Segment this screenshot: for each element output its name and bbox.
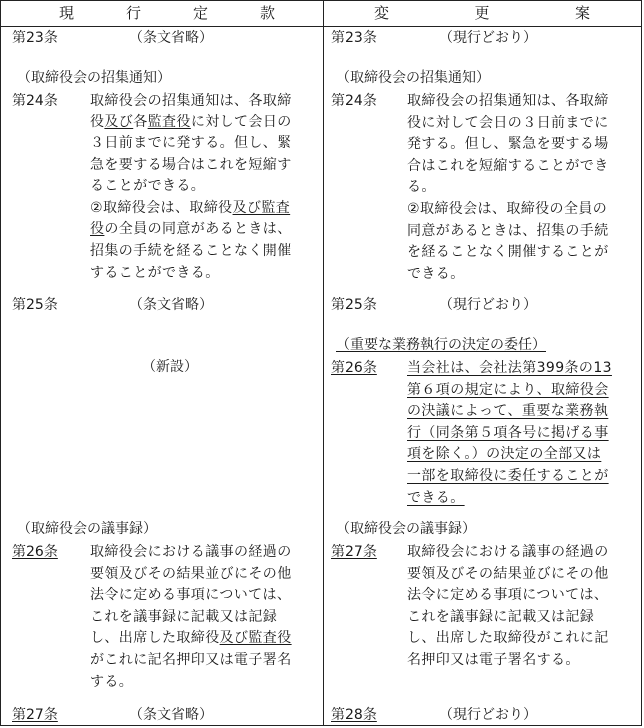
text-run: ３日前までに発する。但し、緊 急を要する場合はこれを短縮す ることができる。 ②取締役会は、取締役	[90, 135, 292, 216]
left-article-24-line-1: 取締役会の招集通知は、各取締	[90, 93, 292, 109]
right-article-24-caption: （取締役会の招集通知）	[336, 70, 490, 86]
left-article-26-body	[90, 542, 292, 693]
right-article-24-number: 第24条	[331, 93, 377, 109]
underlined-text: 監査役	[147, 114, 191, 130]
text-run: 取締役会における議事の経過の 要領及びその結果並びにその他 法令に定める事項については、 これを議事録に記載又は記録 し、出席した取締役	[90, 544, 292, 647]
left-new-provision-label: （新設）	[142, 359, 198, 375]
left-article-24-caption: （取締役会の招集通知）	[17, 70, 171, 86]
left-article-27-number: 第27条	[12, 707, 58, 723]
left-article-24-body	[90, 133, 292, 284]
left-article-23-text: （条文省略）	[129, 30, 213, 46]
left-minutes-caption: （取締役会の議事録）	[17, 521, 157, 537]
header-char: 更	[474, 4, 490, 22]
right-minutes-caption: （取締役会の議事録）	[336, 521, 476, 537]
right-article-26-number: 第26条	[331, 360, 377, 376]
right-article-28-number: 第28条	[331, 707, 377, 723]
right-article-23-number: 第23条	[331, 30, 377, 46]
left-article-24-number: 第24条	[12, 93, 58, 109]
header-char: 行	[125, 4, 141, 22]
column-divider	[323, 1, 324, 725]
right-article-25-number: 第25条	[331, 297, 377, 313]
right-article-26-body: 当会社は、会社法第399条の13 第６項の規定により、取締役会 の決議によって、重要な業務執 行（同条第５項各号に掲げる事 項を除く。）の決定の全部又は 一部を取締役に委任することが できる。	[407, 360, 612, 506]
header-proposed-changes	[374, 1, 590, 26]
left-article-23-number: 第23条	[12, 30, 58, 46]
underlined-text: 及び監査役	[219, 630, 292, 647]
underlined-text: 及び	[104, 114, 134, 130]
header-char: 定	[192, 4, 208, 22]
text-run: に対して会日の	[190, 114, 292, 130]
left-article-24-line-2	[90, 112, 292, 133]
right-article-25-text: （現行どおり）	[439, 297, 537, 313]
header-char: 款	[259, 4, 275, 22]
right-article-27-body: 取締役会における議事の経過の 要領及びその結果並びにその他 法令に定める事項については、 これを議事録に記載又は記録 し、出席した取締役がこれに記 名押印又は電子署名する。	[407, 544, 609, 668]
underlined-text: 及び監査	[232, 199, 291, 216]
right-new-article-caption: （重要な業務執行の決定の委任）	[336, 337, 546, 353]
header-char: 変	[374, 4, 390, 22]
left-article-26-number: 第26条	[12, 544, 58, 560]
right-article-23-text: （現行どおり）	[439, 30, 537, 46]
table-header	[1, 1, 641, 27]
left-article-25-number: 第25条	[12, 297, 58, 313]
left-article-27-text: （条文省略）	[129, 707, 213, 723]
underlined-text: 役	[90, 221, 105, 238]
text-run: がこれに記名押印又は電子署名 する。	[90, 651, 292, 690]
text-run: 各	[133, 114, 148, 130]
header-current-articles	[59, 1, 275, 26]
header-char: 案	[574, 4, 590, 22]
text-run: の全員の同意があるときは、 招集の手続を経ることなく開催 することができる。	[90, 221, 292, 281]
right-article-28-text: （現行どおり）	[439, 707, 537, 723]
left-article-25-text: （条文省略）	[129, 297, 213, 313]
right-article-27-number: 第27条	[331, 544, 377, 560]
right-article-24-body: 取締役会の招集通知は、各取締 役に対して会日の３日前までに 発する。但し、緊急を要する場 合はこれを短縮することができ る。 ②取締役会は、取締役の全員の 同意があるときは、招集の手続 を経ることなく開催することが できる。	[407, 93, 609, 282]
header-char: 現	[59, 4, 75, 22]
text-run: 役	[90, 114, 105, 130]
